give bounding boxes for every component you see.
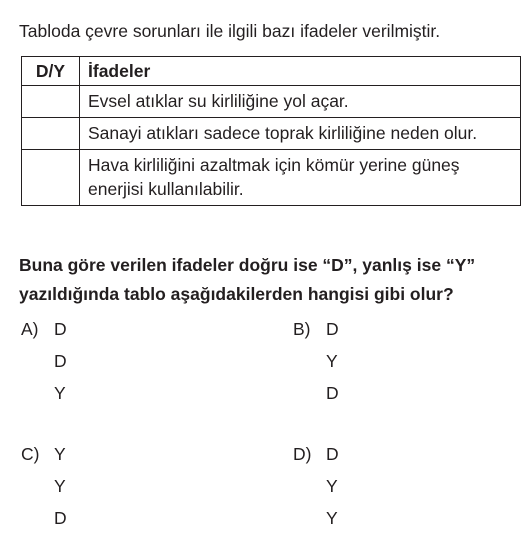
option-value: D <box>54 351 67 371</box>
intro-text: Tabloda çevre sorunları ile ilgili bazı ifadeler verilmiştir. <box>19 21 441 41</box>
option-value: Y <box>54 383 66 403</box>
option-value: D <box>54 319 67 339</box>
table-row <box>22 150 521 206</box>
option-value: D <box>326 444 339 464</box>
table-row <box>22 86 521 118</box>
answer-cell[interactable] <box>22 118 80 150</box>
header-dy: D/Y <box>22 57 80 86</box>
table-row <box>22 118 521 150</box>
header-statements: İfadeler <box>80 57 521 86</box>
statement-cell: Sanayi atıkları sadece toprak kirliliğine neden olur. <box>80 118 521 150</box>
answer-cell[interactable] <box>22 86 80 118</box>
option-label: B) <box>293 319 311 339</box>
option-value: Y <box>54 444 66 464</box>
option-value: Y <box>326 476 338 496</box>
option-value: D <box>54 508 67 528</box>
question-text: Buna göre verilen ifadeler doğru ise “D”, yanlış ise “Y” yazıldığında tablo aşağıdakilerden hangisi gibi olur? <box>19 255 476 304</box>
option-label: C) <box>21 444 40 464</box>
table-header-row <box>22 57 521 86</box>
statement-cell: Hava kirliliğini azaltmak için kömür yerine güneş enerjisi kullanılabilir. <box>80 150 521 206</box>
option-value: D <box>326 319 339 339</box>
option-label: D) <box>293 444 312 464</box>
option-value: Y <box>326 351 338 371</box>
answer-cell[interactable] <box>22 150 80 206</box>
option-value: D <box>326 383 339 403</box>
option-value: Y <box>54 476 66 496</box>
statements-table <box>21 56 521 206</box>
statement-cell: Evsel atıklar su kirliliğine yol açar. <box>80 86 521 118</box>
option-label: A) <box>21 319 39 339</box>
option-value: Y <box>326 508 338 528</box>
